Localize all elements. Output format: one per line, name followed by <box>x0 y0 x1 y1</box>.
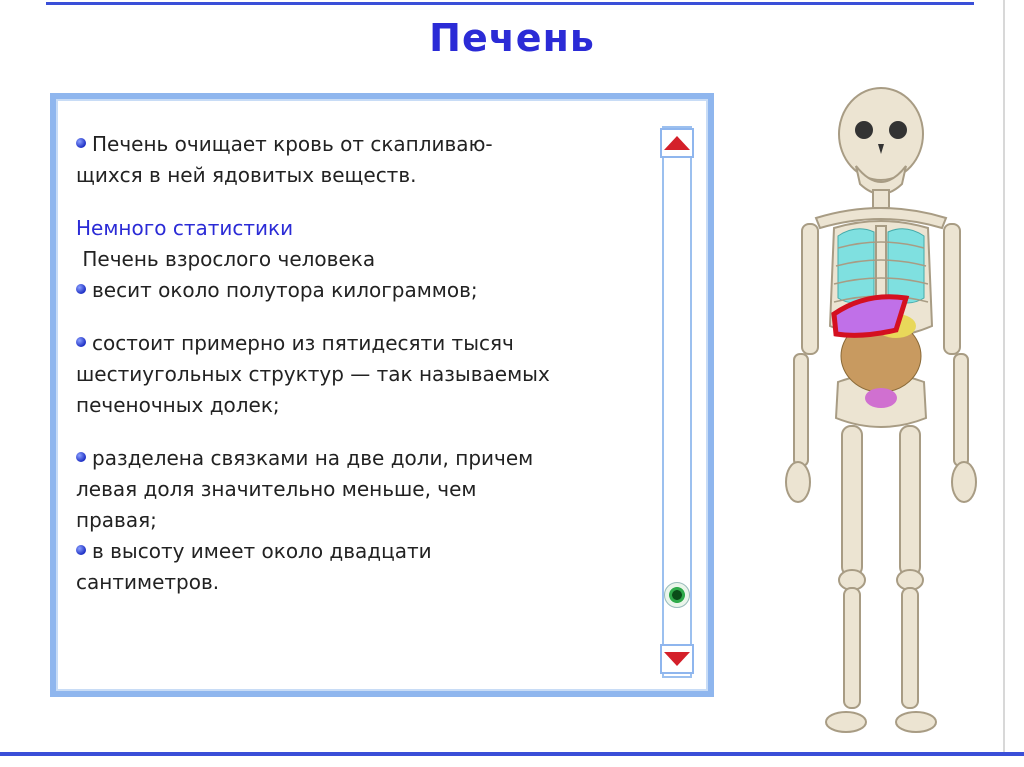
list-item-cont: печеночных долек; <box>76 393 280 417</box>
statistics-intro: Печень взрослого человека <box>76 247 376 271</box>
list-item: в высоту имеет около двадцати <box>76 536 646 567</box>
right-edge-line <box>1003 0 1005 752</box>
info-panel-body <box>56 99 708 691</box>
bullet-icon <box>76 545 86 555</box>
scroll-down-button[interactable] <box>660 644 694 674</box>
top-rule <box>46 2 974 5</box>
page-title: Печень <box>429 16 595 60</box>
list-item: состоит примерно из пятидесяти тысяч <box>76 328 646 359</box>
statistics-heading: Немного статистики <box>76 216 294 240</box>
triangle-down-icon <box>664 652 690 666</box>
paragraph-liver-function: Печень очищает кровь от скапливаю- <box>76 129 646 160</box>
paragraph-liver-function-cont: щихся в ней ядовитых веществ. <box>76 163 417 187</box>
list-item-cont: левая доля значительно меньше, чем <box>76 477 477 501</box>
list-item: разделена связками на две доли, причем <box>76 443 646 474</box>
list-item: весит около полутора килограммов; <box>76 275 646 306</box>
bottom-rule <box>0 752 1024 756</box>
info-panel <box>50 93 714 697</box>
list-item-cont: правая; <box>76 508 157 532</box>
skeleton-illustration <box>776 86 986 746</box>
bullet-icon <box>76 452 86 462</box>
triangle-up-icon <box>664 136 690 150</box>
bullet-icon <box>76 284 86 294</box>
info-text <box>76 129 646 598</box>
list-item-cont: шестиугольных структур — так называемых <box>76 362 550 386</box>
skeleton-icon <box>786 88 976 732</box>
vertical-scrollbar[interactable] <box>654 122 700 682</box>
eye-ball-icon[interactable] <box>664 582 690 608</box>
scroll-up-button[interactable] <box>660 128 694 158</box>
list-item-cont: сантиметров. <box>76 570 220 594</box>
bullet-icon <box>76 337 86 347</box>
bullet-icon <box>76 138 86 148</box>
